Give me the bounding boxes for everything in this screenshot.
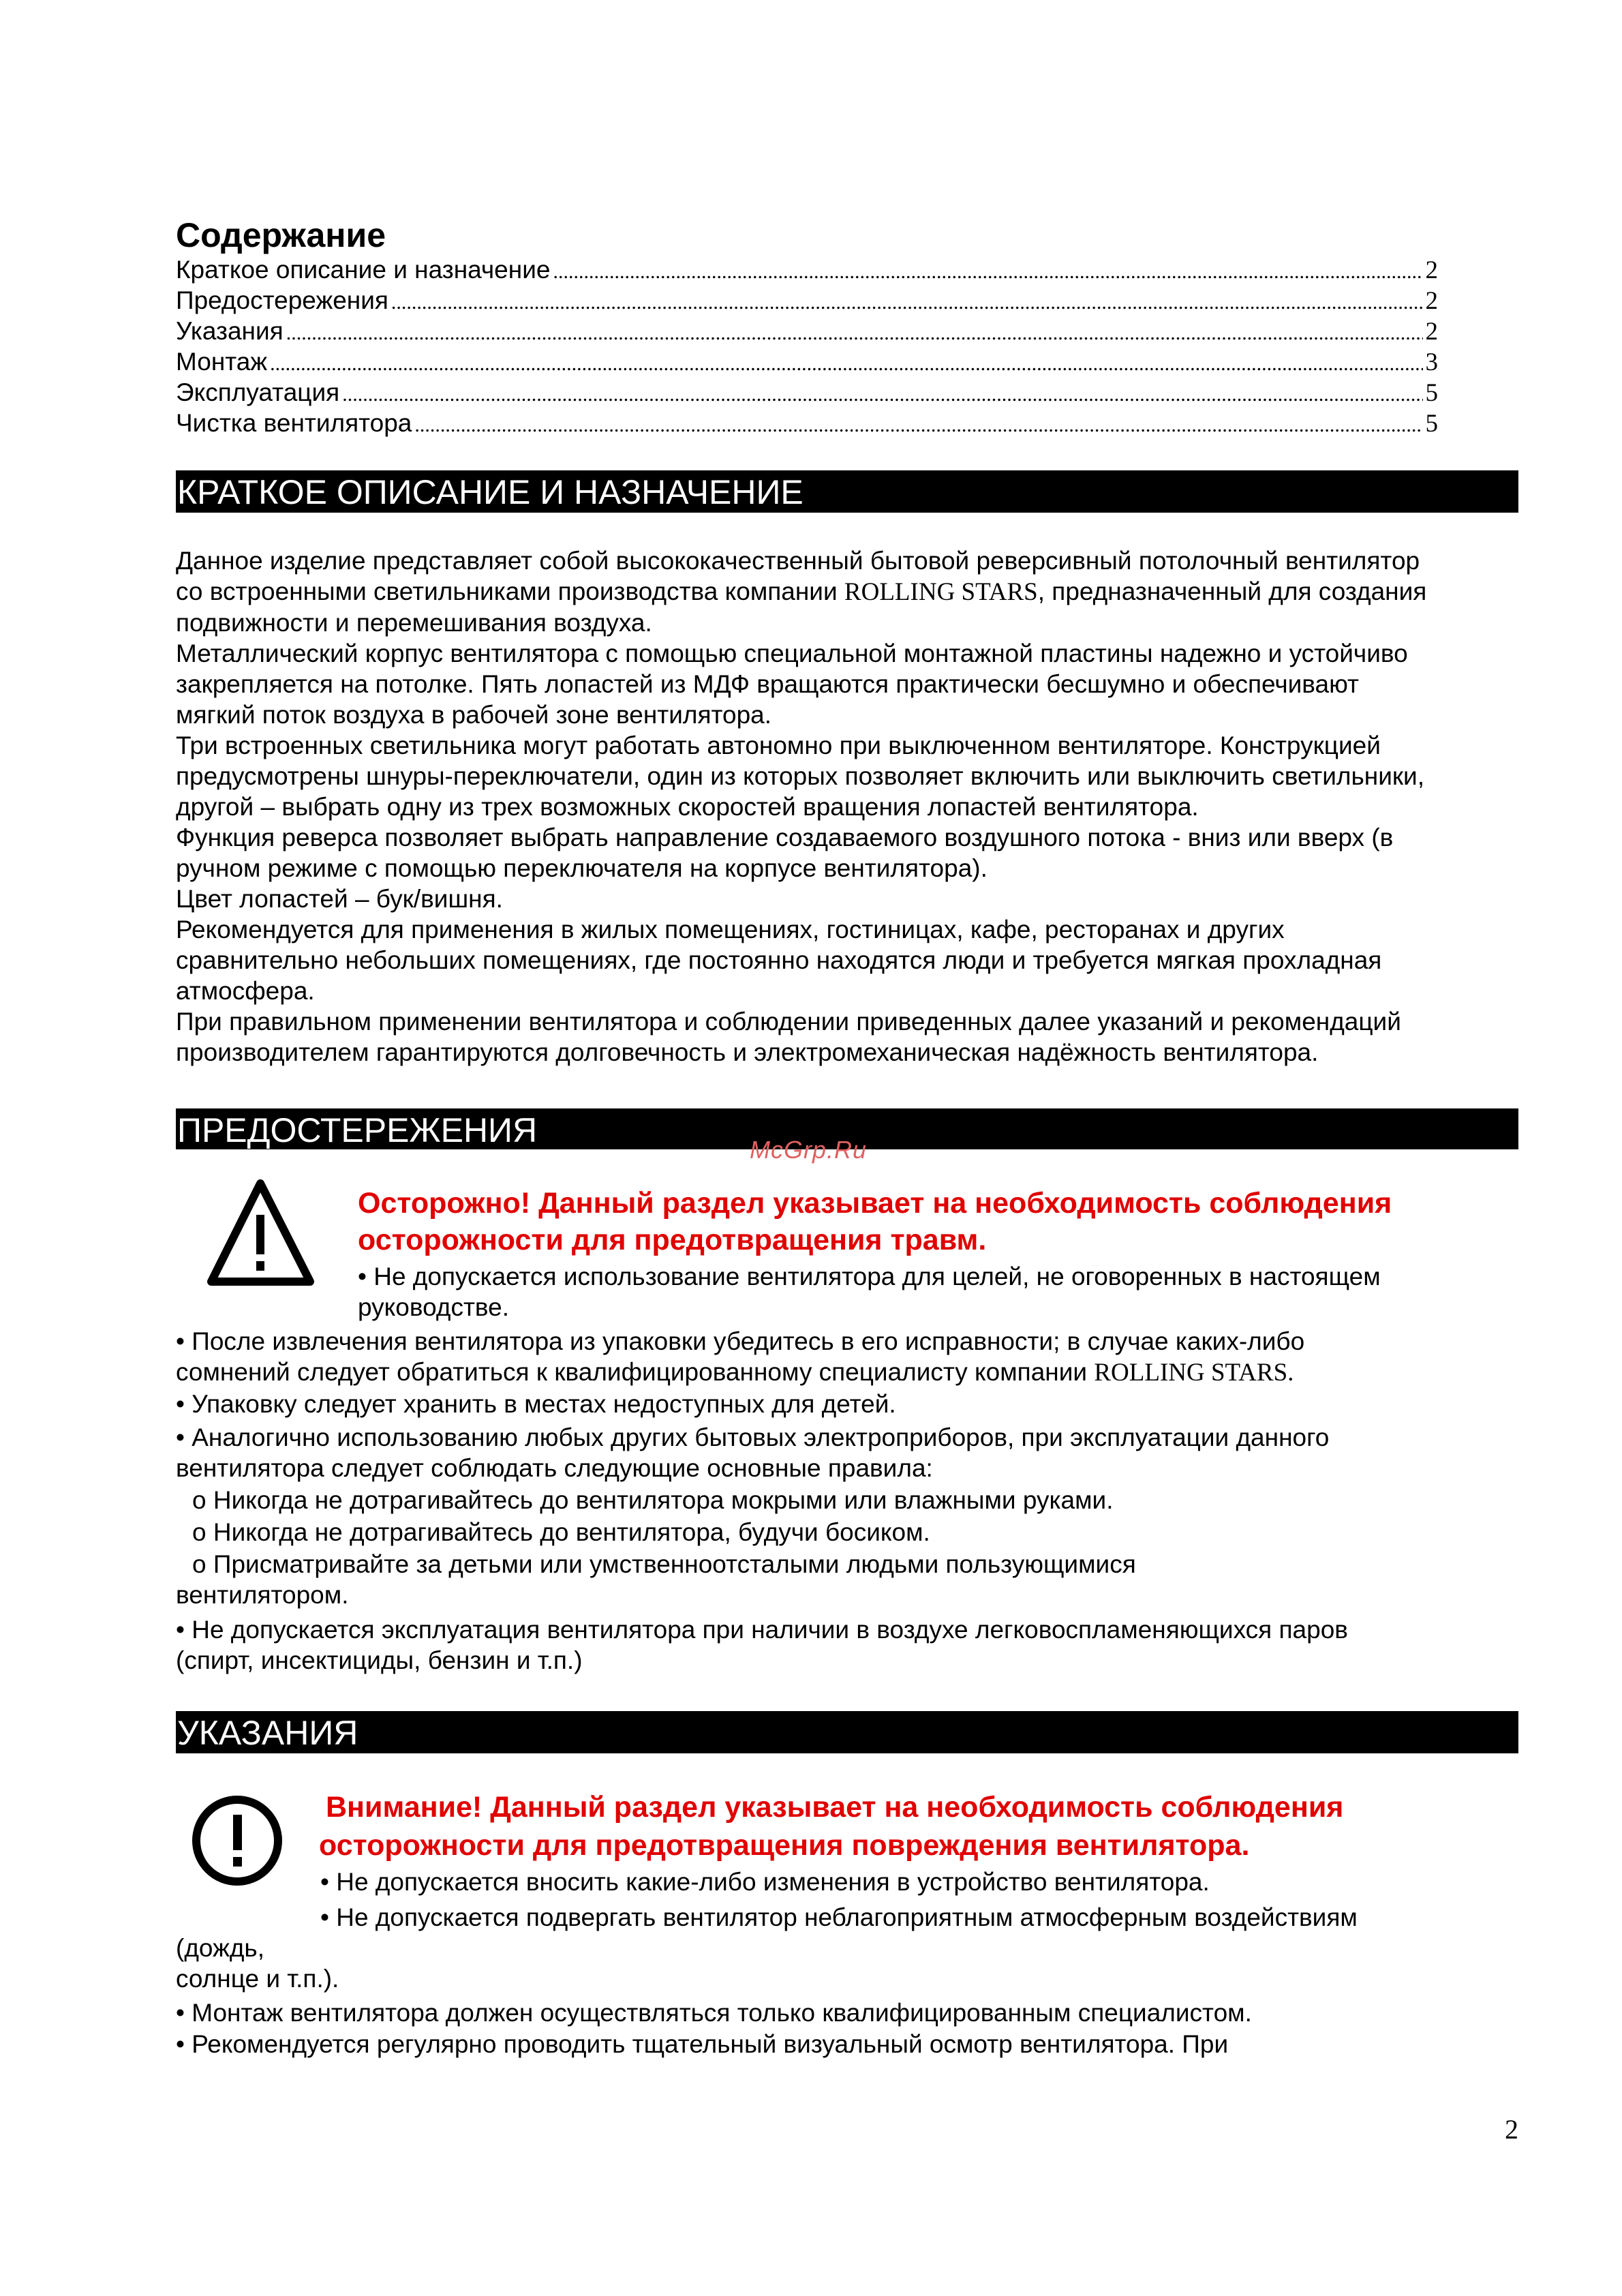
toc-leader-dots (553, 260, 1422, 284)
toc-item[interactable] (176, 378, 1438, 409)
instruction-bullet-cont: (дождь, (176, 1934, 264, 1962)
text-line: Цвет лопастей – бук/вишня. (176, 885, 503, 913)
brand-name: ROLLING STARS (844, 578, 1038, 606)
toc-item-page: 2 (1425, 256, 1438, 284)
text-line: другой – выбрать одну из трех возможных скоростей вращения лопастей вентилятора. (176, 793, 1199, 821)
toc-title: Содержание (176, 216, 386, 254)
text-fragment: сомнений следует обратиться к квалифицированному специалисту компании (176, 1358, 1095, 1386)
brand-name: ROLLING STARS. (1094, 1359, 1294, 1387)
warning-triangle-icon (204, 1174, 317, 1290)
text-line: Рекомендуется для применения в жилых помещениях, гостиницах, кафе, ресторанах и других (176, 916, 1285, 943)
toc-item-page: 2 (1425, 287, 1438, 315)
toc-item-page: 5 (1425, 379, 1438, 407)
warning-bullet-cont: руководстве. (358, 1293, 509, 1321)
toc-item[interactable] (176, 317, 1438, 348)
toc-leader-dots (270, 352, 1422, 376)
section-header-description: КРАТКОЕ ОПИСАНИЕ И НАЗНАЧЕНИЕ (176, 470, 1518, 513)
instruction-bullet: • Не допускается подвергать вентилятор неблагоприятным атмосферным воздействиям (320, 1903, 1358, 1931)
attention-heading-line-2: осторожности для предотвращения повреждения вентилятора. (319, 1829, 1250, 1862)
toc-item-page: 2 (1425, 318, 1438, 346)
toc-item-label: Предостережения (176, 286, 388, 314)
description-text (176, 545, 1525, 1068)
warning-heading-line-2: осторожности для предотвращения травм. (358, 1224, 987, 1256)
warning-bullet-cont (176, 1357, 1294, 1388)
text-line: мягкий поток воздуха в рабочей зоне вентилятора. (176, 701, 772, 729)
text-fragment: , предназначенный для создания (1037, 577, 1427, 605)
instruction-bullet: • Рекомендуется регулярно проводить тщательный визуальный осмотр вентилятора. При (176, 2030, 1229, 2058)
text-line: закрепляется на потолке. Пять лопастей из МДФ вращаются практически бесшумно и обеспечивают (176, 670, 1360, 698)
toc-item-page: 5 (1425, 410, 1438, 438)
instruction-bullet: • Не допускается вносить какие-либо изменения в устройство вентилятора. (320, 1868, 1210, 1896)
toc-list (176, 256, 1438, 440)
warning-bullet-cont: (спирт, инсектициды, бензин и т.п.) (176, 1646, 583, 1674)
text-line: Данное изделие представляет собой высококачественный бытовой реверсивный потолочный вентилятор (176, 547, 1420, 575)
page-number: 2 (1505, 2114, 1518, 2145)
attention-heading-line-1: Внимание! Данный раздел указывает на необходимость соблюдения (326, 1791, 1344, 1824)
text-fragment: со встроенными светильниками производства компании (176, 577, 844, 605)
rule-item: o Никогда не дотрагивайтесь до вентилятора мокрыми или влажными руками. (192, 1486, 1114, 1514)
text-line: Металлический корпус вентилятора с помощью специальной монтажной пластины надежно и устойчиво (176, 639, 1408, 667)
toc-item[interactable] (176, 286, 1438, 317)
toc-item-label: Чистка вентилятора (176, 409, 412, 437)
text-line: атмосфера. (176, 977, 315, 1005)
toc-item[interactable] (176, 409, 1438, 440)
toc-leader-dots (391, 291, 1423, 314)
attention-circle-icon (189, 1793, 285, 1888)
rule-item: o Никогда не дотрагивайтесь до вентилятора, будучи босиком. (192, 1518, 930, 1546)
warning-heading-line-1: Осторожно! Данный раздел указывает на необходимость соблюдения (358, 1187, 1392, 1220)
text-line: производителем гарантируются долговечность и электромеханическая надёжность вентилятора. (176, 1038, 1319, 1066)
rule-item-cont: вентилятором. (176, 1581, 349, 1609)
warning-bullet: • После извлечения вентилятора из упаковки убедитесь в его исправности; в случае каких-либо (176, 1327, 1305, 1355)
text-line: При правильном применении вентилятора и соблюдении приведенных далее указаний и рекомендаций (176, 1008, 1401, 1036)
warning-bullet: • Не допускается эксплуатация вентилятора при наличии в воздухе легковоспламеняющихся паров (176, 1616, 1348, 1644)
toc-item-label: Монтаж (176, 348, 268, 376)
toc-item[interactable] (176, 348, 1438, 378)
text-line: ручном режиме с помощью переключателя на корпусе вентилятора). (176, 854, 988, 882)
toc-leader-dots (414, 414, 1422, 437)
text-line: Три встроенных светильника могут работать автономно при выключенном вентиляторе. Конструкцией (176, 731, 1381, 759)
text-line: сравнительно небольших помещениях, где постоянно находятся люди и требуется мягкая прохладная (176, 946, 1382, 974)
toc-item[interactable] (176, 256, 1438, 286)
text-line: предусмотрены шнуры-переключатели, один из которых позволяет включить или выключить светильники, (176, 762, 1425, 790)
toc-leader-dots (342, 383, 1422, 406)
toc-leader-dots (286, 322, 1423, 345)
watermark: McGrp.Ru (750, 1136, 868, 1164)
instruction-bullet-cont: солнце и т.п.). (176, 1965, 339, 1993)
rule-item: o Присматривайте за детьми или умственноотсталыми людьми пользующимися (192, 1550, 1136, 1578)
text-line: подвижности и перемешивания воздуха. (176, 609, 652, 637)
warning-bullet-cont: вентилятора следует соблюдать следующие основные правила: (176, 1454, 933, 1482)
text-line (176, 576, 1525, 607)
toc-item-label: Эксплуатация (176, 378, 340, 406)
instruction-bullet: • Монтаж вентилятора должен осуществляться только квалифицированным специалистом. (176, 1999, 1252, 2027)
section-header-warnings: ПРЕДОСТЕРЕЖЕНИЯ (176, 1108, 1518, 1149)
toc-item-label: Указания (176, 317, 284, 345)
text-line: Функция реверса позволяет выбрать направление создаваемого воздушного потока - вниз или вверх (в (176, 824, 1394, 851)
section-header-instructions: УКАЗАНИЯ (176, 1711, 1518, 1753)
warning-bullet: • Упаковку следует хранить в местах недоступных для детей. (176, 1390, 896, 1418)
warning-bullet: • Не допускается использование вентилятора для целей, не оговоренных в настоящем (358, 1263, 1381, 1290)
warning-bullet: • Аналогично использованию любых других бытовых электроприборов, при эксплуатации данного (176, 1423, 1330, 1451)
toc-item-label: Краткое описание и назначение (176, 256, 551, 284)
toc-item-page: 3 (1425, 348, 1438, 376)
